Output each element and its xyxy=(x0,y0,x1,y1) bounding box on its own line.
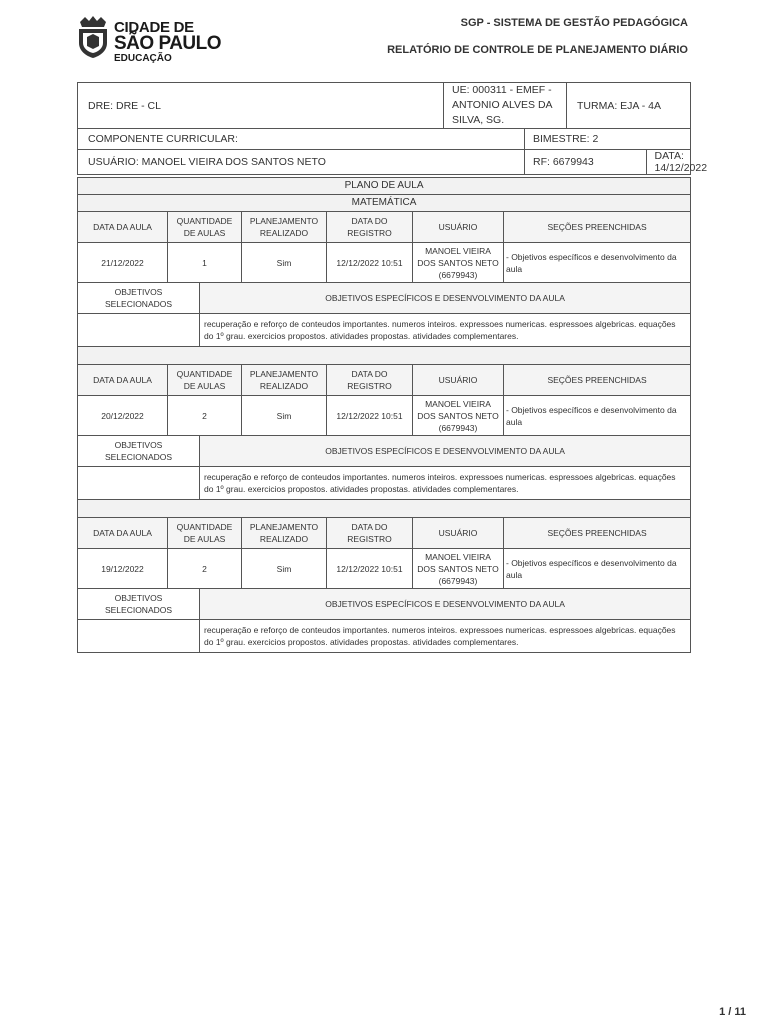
usuario-value: MANOEL VIEIRA DOS SANTOS NETO (6679943) xyxy=(413,396,504,436)
col-planejamento: PLANEJAMENTO REALIZADO xyxy=(242,365,327,396)
objetivos-header: OBJETIVOS ESPECÍFICOS E DESENVOLVIMENTO DA AULA xyxy=(200,436,691,467)
col-data-aula: DATA DA AULA xyxy=(78,212,168,243)
bimestre-cell: BIMESTRE: 2 xyxy=(525,129,691,150)
entry-data-row xyxy=(78,243,691,283)
entry-data-row xyxy=(78,549,691,589)
col-data-registro: DATA DO REGISTRO xyxy=(327,518,413,549)
data-aula-value: 21/12/2022 xyxy=(78,243,168,283)
componente-cell: COMPONENTE CURRICULAR: xyxy=(78,129,525,150)
col-secoes: SEÇÕES PREENCHIDAS xyxy=(504,365,691,396)
data-cell: DATA: 14/12/2022 xyxy=(654,150,708,174)
objetivos-label: OBJETIVOS SELECIONADOS xyxy=(78,589,200,620)
col-data-registro: DATA DO REGISTRO xyxy=(327,212,413,243)
quantidade-value: 1 xyxy=(168,243,242,283)
planejamento-value: Sim xyxy=(242,396,327,436)
data-registro-value: 12/12/2022 10:51 xyxy=(327,549,413,589)
objetivos-content-row xyxy=(78,620,691,653)
entry-header-row xyxy=(78,212,691,243)
entry-data-row xyxy=(78,396,691,436)
city-logo xyxy=(76,16,222,66)
objetivos-empty-cell xyxy=(78,467,200,500)
objetivos-content-row xyxy=(78,314,691,347)
report-title: RELATÓRIO DE CONTROLE DE PLANEJAMENTO DIÁRIO xyxy=(387,44,688,56)
usuario-cell: USUÁRIO: MANOEL VIEIRA DOS SANTOS NETO xyxy=(78,150,525,175)
logo-line-2: SÃO PAULO xyxy=(114,33,222,54)
col-quantidade: QUANTIDADE DE AULAS xyxy=(168,212,242,243)
col-secoes: SEÇÕES PREENCHIDAS xyxy=(504,212,691,243)
data-aula-value: 20/12/2022 xyxy=(78,396,168,436)
separator-cell xyxy=(78,347,691,365)
data-aula-value: 19/12/2022 xyxy=(78,549,168,589)
col-data-aula: DATA DA AULA xyxy=(78,518,168,549)
system-title: SGP - SISTEMA DE GESTÃO PEDAGÓGICA xyxy=(460,17,688,29)
col-usuario: USUÁRIO xyxy=(413,365,504,396)
col-quantidade: QUANTIDADE DE AULAS xyxy=(168,518,242,549)
data-registro-value: 12/12/2022 10:51 xyxy=(327,243,413,283)
entry-header-row xyxy=(78,518,691,549)
col-data-aula: DATA DA AULA xyxy=(78,365,168,396)
objetivos-header-row xyxy=(78,436,691,467)
dre-cell: DRE: DRE - CL xyxy=(78,83,444,129)
city-seal-icon xyxy=(76,16,110,58)
objetivos-content-row xyxy=(78,467,691,500)
col-data-registro: DATA DO REGISTRO xyxy=(327,365,413,396)
ue-cell: UE: 000311 - EMEF - ANTONIO ALVES DA SILVA, SG. xyxy=(444,83,567,129)
logo-line-3: EDUCAÇÃO xyxy=(114,53,172,64)
entry-header-row xyxy=(78,365,691,396)
quantidade-value: 2 xyxy=(168,396,242,436)
quantidade-value: 2 xyxy=(168,549,242,589)
objetivos-content: recuperação e reforço de conteudos importantes. numeros inteiros. expressoes numericas. espressoes algebricas. equações do 1º grau. exercicios propostos. atividades propostas. atividades complementares. xyxy=(200,620,691,653)
col-usuario: USUÁRIO xyxy=(413,518,504,549)
objetivos-header: OBJETIVOS ESPECÍFICOS E DESENVOLVIMENTO DA AULA xyxy=(200,283,691,314)
secoes-value: - Objetivos específicos e desenvolvimento da aula xyxy=(504,243,691,283)
usuario-value: MANOEL VIEIRA DOS SANTOS NETO (6679943) xyxy=(413,549,504,589)
objetivos-label: OBJETIVOS SELECIONADOS xyxy=(78,436,200,467)
planejamento-value: Sim xyxy=(242,243,327,283)
objetivos-header: OBJETIVOS ESPECÍFICOS E DESENVOLVIMENTO DA AULA xyxy=(200,589,691,620)
page-number: 1 / 11 xyxy=(719,1006,746,1018)
col-secoes: SEÇÕES PREENCHIDAS xyxy=(504,518,691,549)
col-planejamento: PLANEJAMENTO REALIZADO xyxy=(242,518,327,549)
objetivos-content: recuperação e reforço de conteudos importantes. numeros inteiros. expressoes numericas. espressoes algebricas. equações do 1º grau. exercicios propostos. atividades propostas. atividades complementares. xyxy=(200,314,691,347)
rf-cell: RF: 6679943 xyxy=(525,150,646,174)
planejamento-value: Sim xyxy=(242,549,327,589)
turma-cell: TURMA: EJA - 4A xyxy=(567,83,691,129)
col-quantidade: QUANTIDADE DE AULAS xyxy=(168,365,242,396)
col-usuario: USUÁRIO xyxy=(413,212,504,243)
plan-title: PLANO DE AULA xyxy=(78,178,691,195)
objetivos-header-row xyxy=(78,283,691,314)
objetivos-empty-cell xyxy=(78,620,200,653)
secoes-value: - Objetivos específicos e desenvolvimento da aula xyxy=(504,396,691,436)
usuario-value: MANOEL VIEIRA DOS SANTOS NETO (6679943) xyxy=(413,243,504,283)
report-info-table xyxy=(77,82,708,175)
objetivos-header-row xyxy=(78,589,691,620)
secoes-value: - Objetivos específicos e desenvolvimento da aula xyxy=(504,549,691,589)
data-registro-value: 12/12/2022 10:51 xyxy=(327,396,413,436)
objetivos-empty-cell xyxy=(78,314,200,347)
lesson-plan-table xyxy=(77,177,691,653)
logo-line-1: CIDADE DE xyxy=(114,19,194,36)
entry-separator xyxy=(78,347,691,365)
subject-title: MATEMÁTICA xyxy=(78,195,691,212)
col-planejamento: PLANEJAMENTO REALIZADO xyxy=(242,212,327,243)
separator-cell xyxy=(78,500,691,518)
entry-separator xyxy=(78,500,691,518)
objetivos-content: recuperação e reforço de conteudos importantes. numeros inteiros. expressoes numericas. espressoes algebricas. equações do 1º grau. exercicios propostos. atividades propostas. atividades complementares. xyxy=(200,467,691,500)
objetivos-label: OBJETIVOS SELECIONADOS xyxy=(78,283,200,314)
